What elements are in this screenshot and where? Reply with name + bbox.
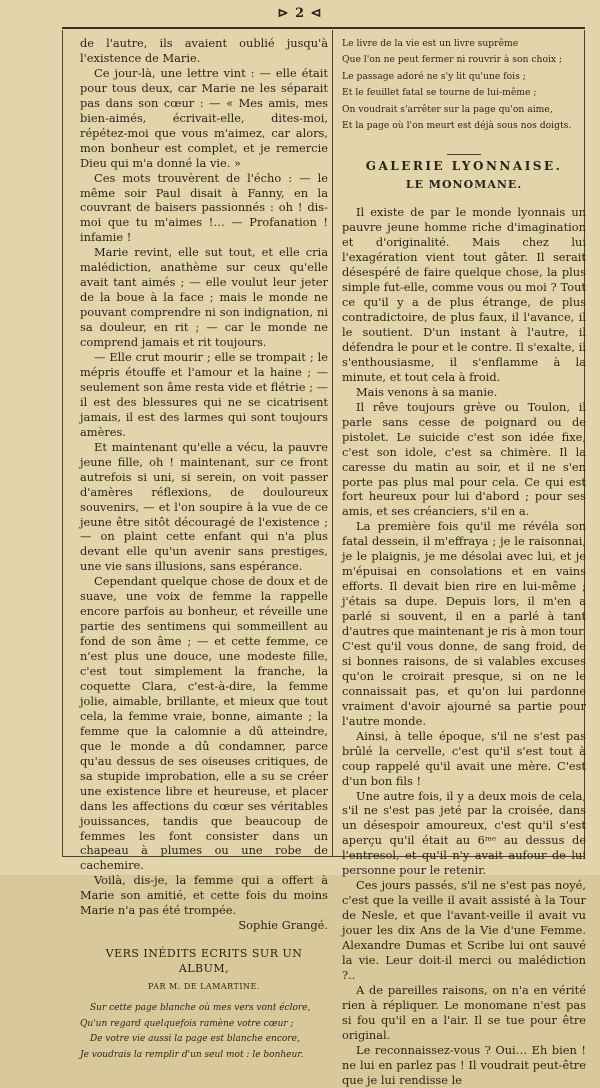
verses-title: VERS INÉDITS ECRITS SUR UN ALBUM,	[105, 947, 303, 976]
verse-block-continued	[342, 36, 586, 134]
section-title: GALERIE LYONNAISE.	[365, 159, 563, 174]
verse-block	[80, 1001, 328, 1063]
verse-line: Que l'on ne peut fermer ni rouvrir à son choix ;	[342, 54, 563, 66]
verse-line: On voudrait s'arrêter sur la page qu'on aime,	[342, 103, 553, 115]
right-column	[342, 36, 586, 1088]
verse-line: Et la page où l'on meurt est déjà sous nos doigts.	[342, 120, 572, 132]
verse-line: De votre vie aussi la page est blanche encore,	[90, 1034, 300, 1045]
paragraph: A de pareilles raisons, on n'a en vérité rien à répliquer. Le monomane n'est pas si fou qu'il en a l'air. Il se tue pour être original.	[342, 982, 586, 1042]
verse-line: Le livre de la vie est un livre suprême	[342, 38, 519, 49]
paragraph: Ce jour-là, une lettre vint : — elle était pour tous deux, car Marie ne les séparait pas dans son cœur : — « Mes amis, mes bien-aimés, écrivait-elle, dites-moi, répétez-moi que vous m'aimez, car alors, mon bonheur est complet, et je remercie Dieu qui m'a donné la vie. »	[80, 65, 328, 170]
paragraph: Ces mots trouvèrent de l'écho : — le même soir Paul disait à Fanny, en la couvrant de baisers passionnés : oh ! dis-moi que tu m'aimes !… — Profanation ! infamie !	[80, 170, 328, 245]
paragraph: Ainsi, à telle époque, s'il ne s'est pas brûlé la cervelle, c'est qu'il s'est tout à coup rappelé qu'il avait une mère. C'est d'un bon fils !	[342, 728, 586, 788]
paragraph: Marie revint, elle sut tout, et elle cria malédiction, anathème sur ceux qu'elle avait tant aimés ; — elle voulut leur jeter de la boue à la face ; mais le monde ne pouvant comprendre ni son indignation, ni sa douleur, en rit ; — car le monde ne comprend jamais et rit toujours.	[80, 245, 328, 350]
left-column	[80, 36, 328, 1063]
paragraph: Et maintenant qu'elle a vécu, la pauvre jeune fille, oh ! maintenant, sur ce front autrefois si uni, si serein, on voit passer d'amères réflexions, de douloureux souvenirs, — et l'on soupire à la vue de ce jeune être sitôt découragé de l'existence ; — on plaint cette enfant qui n'a plus devant elle qu'un avenir sans prestiges, une vie sans illusions, sans espérance.	[80, 439, 328, 574]
paragraph: Ces jours passés, s'il ne s'est pas noyé, c'est que la veille il avait assisté à la Tour de Nesle, et que l'avant-veille il avait vu jouer les dix Ans de la Vie d'une Femme. Alexandre Dumas et Scribe lui ont sauvé la vie. Leur doit-il merci ou malédiction ?..	[342, 878, 586, 982]
verse-line: Le passage adoré ne s'y lit qu'une fois ;	[342, 70, 526, 82]
paragraph: Voilà, dis-je, la femme qui a offert à Marie son amitié, et cette fois du moins Marie n'a pas été trompée.	[80, 873, 328, 918]
verse-line: Sur cette page blanche où mes vers vont éclore,	[90, 1003, 311, 1014]
verses-author: PAR M. DE LAMARTINE.	[148, 982, 260, 992]
paragraph: Il rêve toujours grève ou Toulon, il parle sans cesse de poignard ou de pistolet. Le suicide c'est son idée fixe, c'est son idole, c'est sa chimère. Il la caresse du matin au soir, et il ne s'en porte pas plus mal pour cela. Ce qui est fort heureux pour lui d'abord ; pour ses amis, et ses créanciers, s'il en a.	[342, 399, 586, 519]
paragraph: de l'autre, ils avaient oublié jusqu'à l'existence de Marie.	[80, 36, 328, 65]
paragraph: Une autre fois, il y a deux mois de cela, s'il ne s'est pas jeté par la croisée, dans un désespoir amoureux, c'est qu'il s'est aperçu qu'il était au 6ᵐᵉ au dessus de l'entresol, et qu'il n'y avait aufour de lui personne pour le retenir.	[342, 788, 586, 878]
paragraph: La première fois qu'il me révéla son fatal dessein, il m'effraya ; je le raisonnai, je le plaignis, je me désolai avec lui, et je m'épuisai en consolations et en vains efforts. Il devait bien rire en lui-même ; j'étais sa dupe. Depuis lors, il m'en a parlé si souvent, il en a parlé à tant d'autres que maintenant je ris à mon tour. C'est qu'il vous donne, de sang froid, de si bonnes raisons, de si valables excuses qu'on le croirait presque, si on ne le connaissait pas, et qu'on lui pardonne vraiment d'avoir ajourné sa partie pour l'autre monde.	[342, 519, 586, 728]
verse-line: Et le feuillet fatal se tourne de lui-même ;	[342, 87, 537, 99]
paragraph: Il existe de par le monde lyonnais un pauvre jeune homme riche d'imagination et d'originalité. Mais chez lui l'exagération vient tout gâter. Il serait désespéré de faire quelque chose, la plus simple fut-elle, comme vous ou moi ? Tout ce qu'il y a de plus étrange, de plus contradictoire, de plus faux, il l'avance, il le soutient. D'un instant à l'autre, il défendra le pour et le contre. Il s'exalte, il s'enthousiasme, il s'enflamme à la minute, et tout cela à froid.	[342, 205, 586, 384]
paragraph: Le reconnaissez-vous ? Oui… Eh bien ! ne lui en parlez pas ! Il voudrait peut-être que je lui rendisse le	[342, 1042, 586, 1087]
paragraph: Mais venons à sa manie.	[356, 384, 498, 399]
article-title: LE MONOMANE.	[405, 178, 523, 192]
page-number: ⊳ 2 ⊲	[277, 6, 323, 21]
verse-line: Je voudrais la remplir d'un seul mot : le bonheur.	[80, 1049, 304, 1060]
signature: Sophie Grangé.	[238, 918, 328, 933]
column-divider	[332, 30, 333, 857]
section-divider	[447, 154, 481, 155]
header-rule	[62, 27, 585, 29]
paragraph: Cependant quelque chose de doux et de suave, une voix de femme la rappelle encore parfois au bonheur, et réveille une partie des sentimens qui sommeillent au fond de son âme ; — et cette femme, ce n'est plus une douce, une modeste fille, c'est tout simplement la franche, la coquette Clara, c'est-à-dire, la femme jolie, aimable, brillante, et mieux que tout cela, la femme vraie, bonne, aimante ; la femme que la calomnie a dû atteindre, que le monde a dû condamner, parce qu'au dessus de ses oiseuses critiques, de sa stupide improbation, elle a su se créer une existence libre et heureuse, et placer dans les affections du cœur ses véritables jouissances, tandis que beaucoup de femmes les font consister dans un chapeau à plumes ou une robe de cachemire.	[80, 574, 328, 873]
verse-line: Qu'un regard quelquefois ramène votre cœur ;	[80, 1018, 294, 1029]
paragraph: — Elle crut mourir ; elle se trompait ; le mépris étouffe et l'amour et la haine ; — seulement son âme resta vide et flétrie ; — il est des blessures qui ne se cicatrisent jamais, il est des larmes qui sont toujours amères.	[80, 350, 328, 439]
